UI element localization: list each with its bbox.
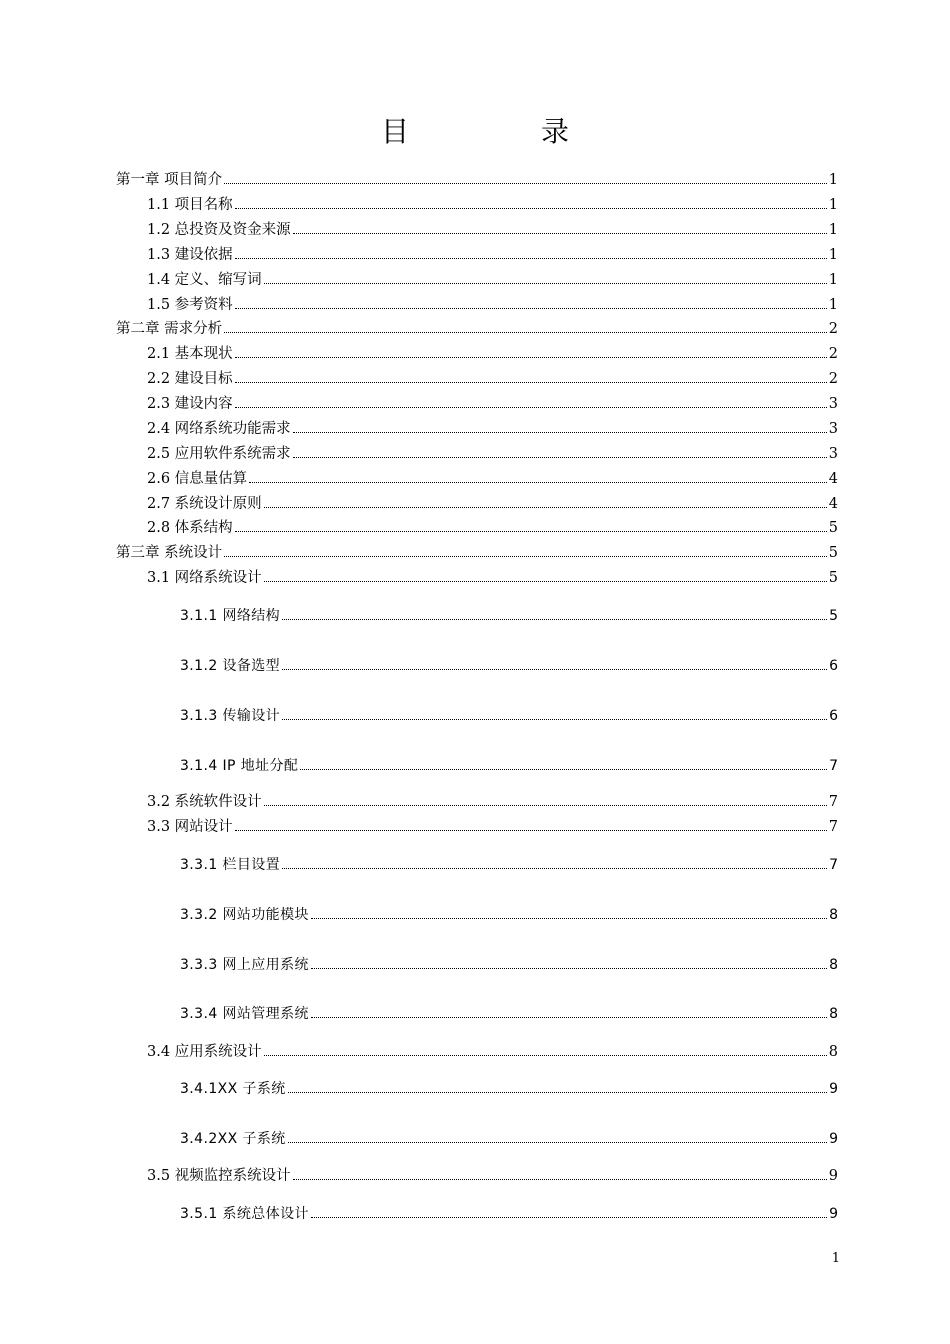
toc-entry-label: 3.3.2 网站功能模块 [180, 907, 309, 923]
toc-title: 目 录 [380, 115, 621, 148]
toc-entry-label: 第二章 需求分析 [116, 321, 223, 337]
toc-entry-label: 1.1 项目名称 [147, 197, 233, 213]
toc-entry[interactable] [147, 1166, 838, 1186]
toc-entry[interactable] [147, 444, 838, 464]
toc-entry-page: 3 [828, 446, 838, 462]
toc-entry-page: 7 [829, 758, 838, 774]
toc-entry-page: 4 [828, 471, 838, 487]
toc-entry-label: 2.1 基本现状 [147, 346, 233, 362]
toc-entry-label: 3.3 网站设计 [147, 819, 233, 835]
toc-dot-leader [235, 308, 827, 309]
toc-entry-label: 第一章 项目简介 [116, 172, 223, 188]
toc-entry[interactable] [180, 706, 838, 726]
toc-dot-leader [235, 407, 827, 408]
toc-entry[interactable] [147, 344, 838, 364]
toc-dot-leader [311, 918, 827, 919]
toc-entry[interactable] [147, 817, 838, 837]
toc-entry-label: 1.2 总投资及资金来源 [147, 222, 291, 238]
toc-entry-page: 9 [828, 1168, 838, 1184]
toc-entry[interactable] [147, 245, 838, 265]
toc-dot-leader [282, 868, 827, 869]
toc-entry-page: 9 [829, 1081, 838, 1097]
toc-entry-page: 3 [828, 396, 838, 412]
toc-entry[interactable] [147, 295, 838, 315]
toc-entry-label: 3.2 系统软件设计 [147, 794, 262, 810]
toc-dot-leader [235, 208, 827, 209]
toc-entry-label: 2.7 系统设计原则 [147, 496, 262, 512]
toc-dot-leader [264, 805, 827, 806]
toc-entry-page: 8 [828, 1044, 838, 1060]
toc-dot-leader [282, 719, 827, 720]
toc-entry-page: 3 [828, 421, 838, 437]
toc-dot-leader [293, 432, 827, 433]
toc-entry-label: 3.3.4 网站管理系统 [180, 1006, 309, 1022]
toc-entry[interactable] [180, 1129, 838, 1149]
toc-entry-label: 3.3.3 网上应用系统 [180, 957, 309, 973]
toc-entry[interactable] [180, 606, 838, 626]
toc-entry-page: 2 [828, 371, 838, 387]
toc-entry-page: 5 [828, 520, 838, 536]
toc-entry[interactable] [147, 494, 838, 514]
toc-entry-page: 7 [829, 857, 838, 873]
toc-entry-label: 3.5 视频监控系统设计 [147, 1168, 291, 1184]
toc-entry-page: 9 [829, 1206, 838, 1222]
toc-entry[interactable] [180, 905, 838, 925]
toc-entry-page: 5 [829, 608, 838, 624]
toc-entry-page: 1 [828, 222, 838, 238]
toc-entry[interactable] [180, 1079, 838, 1099]
toc-entry-page: 1 [828, 272, 838, 288]
toc-dot-leader [282, 619, 827, 620]
toc-dot-leader [311, 968, 827, 969]
toc-dot-leader [235, 830, 827, 831]
toc-entry[interactable] [180, 656, 838, 676]
toc-entry[interactable] [147, 792, 838, 812]
toc-dot-leader [264, 581, 827, 582]
toc-dot-leader [293, 233, 827, 234]
toc-entry[interactable] [147, 469, 838, 489]
toc-entry[interactable] [180, 855, 838, 875]
toc-entry-label: 2.4 网络系统功能需求 [147, 421, 291, 437]
toc-dot-leader [288, 1142, 827, 1143]
toc-entry-page: 6 [829, 658, 838, 674]
toc-entry-page: 8 [829, 957, 838, 973]
toc-entry-page: 2 [828, 346, 838, 362]
toc-entry[interactable] [180, 756, 838, 776]
toc-dot-leader [224, 183, 827, 184]
toc-entry-label: 3.1.4 IP 地址分配 [180, 758, 299, 774]
toc-entry-label: 3.1 网络系统设计 [147, 570, 262, 586]
toc-dot-leader [293, 457, 827, 458]
toc-entry-label: 3.4.1XX 子系统 [180, 1081, 286, 1097]
toc-entry-label: 1.4 定义、缩写词 [147, 272, 262, 288]
toc-entry-page: 5 [828, 545, 838, 561]
toc-dot-leader [224, 556, 827, 557]
toc-entry[interactable] [116, 543, 838, 563]
toc-dot-leader [288, 1092, 827, 1093]
page-number: 1 [831, 1251, 840, 1266]
toc-entry-label: 1.5 参考资料 [147, 297, 233, 313]
toc-entry-label: 3.3.1 栏目设置 [180, 857, 281, 873]
toc-entry-label: 3.1.1 网络结构 [180, 608, 281, 624]
toc-entry[interactable] [147, 419, 838, 439]
toc-dot-leader [224, 332, 827, 333]
toc-entry[interactable] [180, 955, 838, 975]
toc-entry[interactable] [147, 270, 838, 290]
toc-entry[interactable] [180, 1204, 838, 1224]
toc-entry-page: 1 [828, 197, 838, 213]
toc-entry-label: 3.4.2XX 子系统 [180, 1131, 286, 1147]
toc-dot-leader [311, 1017, 827, 1018]
toc-entry-page: 2 [828, 321, 838, 337]
toc-entry-page: 9 [829, 1131, 838, 1147]
toc-dot-leader [235, 357, 827, 358]
toc-entry[interactable] [147, 394, 838, 414]
toc-entry-label: 3.1.2 设备选型 [180, 658, 281, 674]
toc-entry[interactable] [116, 170, 838, 190]
toc-entry-label: 2.5 应用软件系统需求 [147, 446, 291, 462]
toc-entry[interactable] [147, 369, 838, 389]
toc-dot-leader [293, 1179, 827, 1180]
toc-dot-leader [282, 669, 827, 670]
toc-entry-page: 4 [828, 496, 838, 512]
toc-entry-label: 1.3 建设依据 [147, 247, 233, 263]
toc-dot-leader [235, 258, 827, 259]
toc-entry-label: 2.6 信息量估算 [147, 471, 248, 487]
toc-dot-leader [300, 769, 827, 770]
toc-entry[interactable] [180, 1004, 838, 1024]
toc-dot-leader [311, 1217, 827, 1218]
toc-entry[interactable] [147, 220, 838, 240]
toc-entry-page: 1 [828, 247, 838, 263]
toc-dot-leader [264, 507, 827, 508]
toc-entry[interactable] [147, 195, 838, 215]
toc-entry[interactable] [147, 518, 838, 538]
toc-dot-leader [235, 382, 827, 383]
toc-entry-label: 3.5.1 系统总体设计 [180, 1206, 309, 1222]
toc-entry-label: 2.2 建设目标 [147, 371, 233, 387]
toc-dot-leader [249, 482, 827, 483]
toc-dot-leader [264, 1055, 827, 1056]
toc-dot-leader [235, 531, 827, 532]
toc-entry[interactable] [116, 319, 838, 339]
toc-entry-page: 5 [828, 570, 838, 586]
toc-entry-page: 1 [828, 172, 838, 188]
toc-entry-page: 1 [828, 297, 838, 313]
toc-entry-label: 3.4 应用系统设计 [147, 1044, 262, 1060]
toc-dot-leader [264, 283, 827, 284]
toc-entry-label: 3.1.3 传输设计 [180, 708, 281, 724]
toc-entry-label: 2.8 体系结构 [147, 520, 233, 536]
toc-entry-page: 7 [828, 819, 838, 835]
toc-entry-page: 8 [829, 907, 838, 923]
toc-entry[interactable] [147, 1042, 838, 1062]
toc-entry-label: 第三章 系统设计 [116, 545, 223, 561]
toc-entry[interactable] [147, 568, 838, 588]
toc-entry-page: 6 [829, 708, 838, 724]
toc-entry-label: 2.3 建设内容 [147, 396, 233, 412]
toc-entry-page: 8 [829, 1006, 838, 1022]
toc-entry-page: 7 [828, 794, 838, 810]
